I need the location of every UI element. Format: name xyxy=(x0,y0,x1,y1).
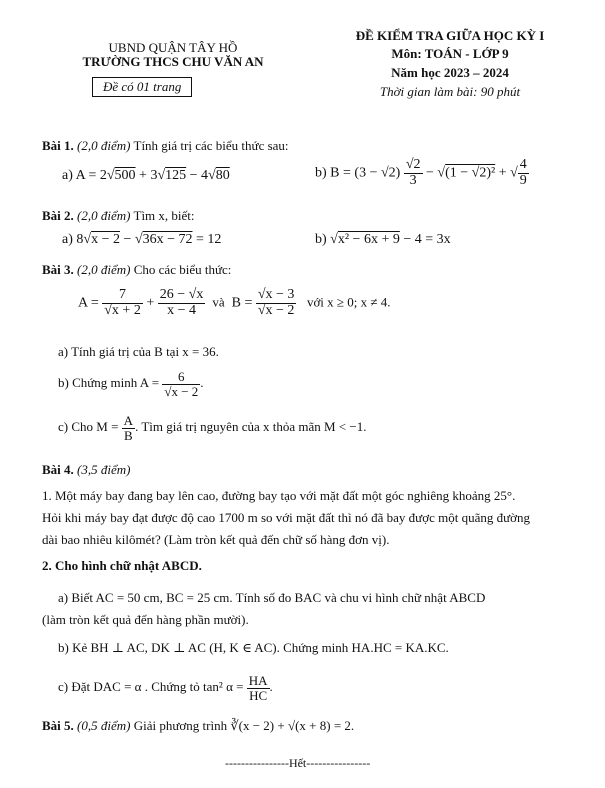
bai4-a-line1: a) Biết AC = 50 cm, BC = 25 cm. Tính số đo BAC và chu vi hình chữ nhật ABCD xyxy=(58,590,486,605)
bai3-heading: Bài 3. (2,0 điểm) Cho các biểu thức: xyxy=(42,262,232,277)
bai2-a: a) 8√x − 2 − √36x − 72 = 12 xyxy=(62,232,222,247)
bai1-b: b) B = (3 − √2) $\frac{√2}{3}$ − √(1 − √2)² + √ $\frac{4}{9}$ xyxy=(315,157,527,188)
bai4-heading: Bài 4. (3,5 điểm) xyxy=(42,462,131,477)
subject: Môn: TOÁN - LỚP 9 xyxy=(391,46,509,61)
bai3-a: a) Tính giá trị của B tại x = 36. xyxy=(58,344,219,359)
school-name: TRƯỜNG THCS CHU VĂN AN xyxy=(82,54,264,69)
bai4-c: c) Đặt DAC = α . Chứng tỏ tan² α = $\frac{HA}{HC}$ . xyxy=(58,673,273,703)
bai3-b: b) Chứng minh A = $\frac{6}{√x - 2}$ . xyxy=(58,369,204,399)
bai3-c: c) Cho M = $\frac{A}{B}$ . Tìm giá trị nguyên của x thỏa mãn M < −1. xyxy=(58,413,367,443)
bai4-p1-line1: 1. Một máy bay đang bay lên cao, đường bay tạo với mặt đất một góc nghiêng khoảng 25°. xyxy=(42,488,516,503)
bai4-a-line2: (làm tròn kết quả đến hàng phần mười). xyxy=(42,612,249,627)
school-year: Năm học 2023 – 2024 xyxy=(391,65,509,80)
bai3-expressions: A = $\frac{7}{√x + 2}$ + $\frac{26 - √x}{x - 4}$ và B = $\frac{√x - 3}{√x - 2}$ với x ≥ 0; x ≠ 4. xyxy=(78,287,391,318)
bai2-b: b) √x² − 6x + 9 − 4 = 3x xyxy=(315,232,451,247)
bai4-p2: 2. Cho hình chữ nhật ABCD. xyxy=(42,558,202,573)
exam-title: ĐỀ KIỂM TRA GIỮA HỌC KỲ I xyxy=(355,28,545,43)
bai4-b: b) Kẻ BH ⊥ AC, DK ⊥ AC (H, K ∈ AC). Chứng minh HA.HC = KA.KC. xyxy=(58,640,449,655)
bai2-heading: Bài 2. (2,0 điểm) Tìm x, biết: xyxy=(42,208,195,223)
end-marker: ----------------Hết---------------- xyxy=(225,756,371,770)
bai1-a: a) A = 2√500 + 3√125 − 4√80 xyxy=(62,168,230,183)
pages-note: Đề có 01 trang xyxy=(92,77,192,97)
bai4-p1-line2: Hỏi khi máy bay đạt được độ cao 1700 m so với mặt đất thì nó đã bay được một quãng đường xyxy=(42,510,531,525)
bai1-heading: Bài 1. (2,0 điểm) Tính giá trị các biểu thức sau: xyxy=(42,138,289,153)
time-limit: Thời gian làm bài: 90 phút xyxy=(379,84,521,99)
bai4-p1-line3: dài bao nhiêu kilômét? (Làm tròn kết quả đến chữ số hàng đơn vị). xyxy=(42,532,390,547)
bai5: Bài 5. (0,5 điểm) Giải phương trình ∛(x − 2) + √(x + 8) = 2. xyxy=(42,718,355,733)
school-district: UBND QUẬN TÂY HỒ xyxy=(108,40,238,55)
